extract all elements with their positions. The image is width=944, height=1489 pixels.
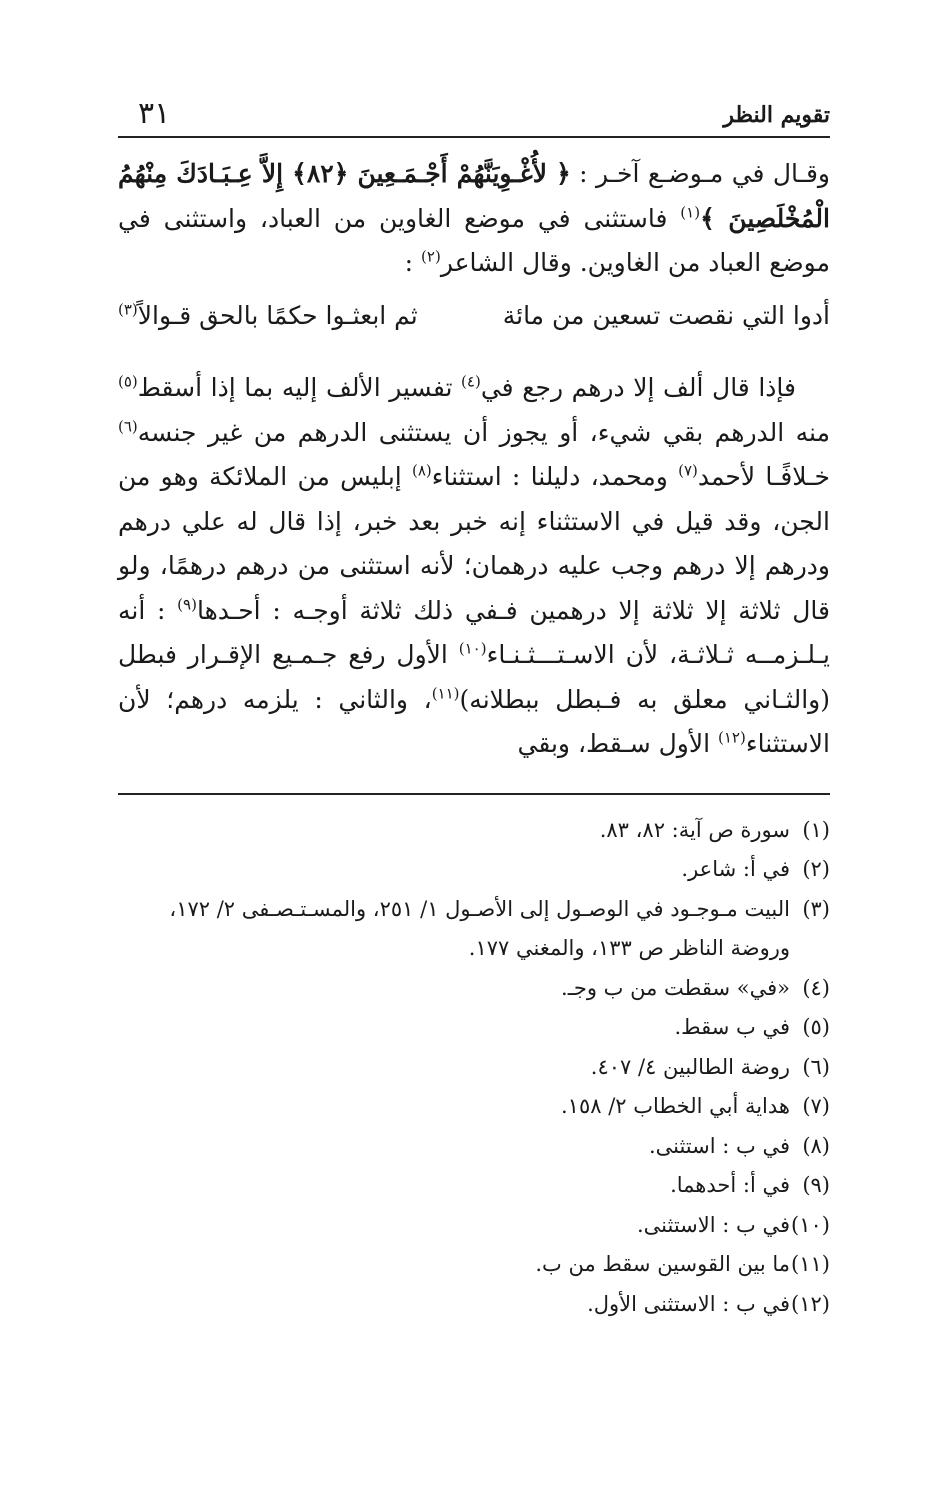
footnote-item	[118, 1048, 830, 1088]
footnote-item	[118, 1206, 830, 1246]
p2-e: ومحمد، دليلنا : استثناء	[431, 462, 679, 491]
footnote-ref-9: (٩)	[177, 595, 197, 614]
footnote-item	[118, 1245, 830, 1285]
footnote-ref-3: (٣)	[118, 300, 138, 319]
footnote-item	[118, 1087, 830, 1127]
poem-first-hemistich: أدوا التي نقصت تسعين من مائة	[502, 300, 830, 330]
footnote-item	[118, 1166, 830, 1206]
p2-a: فإذا قال ألف إلا درهم رجع في	[480, 373, 796, 402]
poem-second-hemistich	[118, 294, 418, 339]
footnote-text: في ب سقط.	[674, 1015, 790, 1039]
footnote-item	[118, 1127, 830, 1167]
footnote-number: (٤)	[802, 975, 830, 1000]
p1-end: :	[404, 248, 422, 277]
footnote-text: في أ: شاعر.	[681, 857, 790, 881]
footnote-text: في ب : الاستثنى.	[636, 1212, 790, 1237]
running-head	[118, 92, 830, 138]
paragraph-2	[118, 366, 830, 767]
footnote-text: في أ: أحدهما.	[670, 1173, 790, 1197]
footnote-divider	[118, 793, 830, 795]
main-text	[118, 152, 830, 767]
footnote-ref-2: (٢)	[421, 247, 441, 266]
footnote-item	[118, 1008, 830, 1048]
p1-intro: وقـال في مـوضـع آخـر :	[570, 159, 830, 188]
p2-c: منه الدرهم بقي شيء، أو يجوز أن يستثنى الدرهم من غير جنسه	[137, 417, 830, 447]
p1-after: فاستثنى في موضع الغاوين من العباد، واستثنى في موضع العباد من الغاوين. وقال الشاعر	[118, 203, 830, 277]
p2-g: : أنه يـلـزمــه ثـلاثـة، لأن الاسـتـــثـنـاء	[118, 595, 830, 669]
p2-b: تفسير الألف إليه بما إذا أسقط	[137, 373, 462, 402]
quran-verse: ﴿ لأُغْـوِيَنَّهُمْ أَجْـمَـعِينَ ﴿٨٢﴾ إِلاَّ عِـبَـادَكَ مِنْهُمُ الْمُخْلَصِينَ ﴾	[118, 159, 830, 233]
footnote-text: ما بين القوسين سقط من ب.	[535, 1252, 790, 1276]
running-title: تقويم النظر	[723, 102, 830, 128]
p2-d: خـلافًـا لأحمد	[697, 462, 830, 491]
footnote-text: سورة ص آية: ٨٢، ٨٣.	[599, 817, 790, 842]
footnote-ref-7: (٧)	[678, 461, 698, 480]
page-number: ٣١	[138, 96, 171, 131]
footnote-item	[118, 850, 830, 890]
footnote-ref-1: (١)	[680, 203, 701, 222]
footnote-number: (٣)	[802, 896, 830, 921]
footnote-number: (٢)	[802, 857, 830, 881]
book-page	[118, 92, 830, 1324]
footnote-item	[118, 890, 830, 969]
footnote-number: (٥)	[802, 1015, 830, 1039]
footnote-ref-11: (١١)	[431, 684, 460, 703]
footnotes	[118, 811, 830, 1325]
footnote-text: في ب : الاستثنى الأول.	[587, 1291, 790, 1316]
p2-h: الأول رفع جـمـيع الإقـرار فبطل (والثـاني معلق به فـبطل ببطلانه)	[118, 640, 830, 714]
footnote-text: في ب : استثنى.	[648, 1133, 790, 1158]
footnote-item	[118, 1285, 830, 1325]
footnote-item	[118, 811, 830, 851]
p2-i: ، والثاني : يلزمه درهم؛ لأن الاستثناء	[118, 684, 830, 758]
footnote-number: (٦)	[802, 1054, 830, 1079]
footnote-item	[118, 969, 830, 1009]
p2-j: الأول سـقط، وبقي	[517, 729, 718, 758]
footnote-text: البيت مـوجـود في الوصـول إلى الأصـول ١/ ٢٥١، والمسـتـصـفى ٢/ ١٧٢، وروضة الناظر ص ١٣٣، والمغني ١٧٧.	[169, 896, 790, 960]
footnote-text: روضة الطالبين ٤/ ٤٠٧.	[590, 1054, 790, 1079]
footnote-number: (٨)	[802, 1133, 830, 1158]
footnote-number: (١)	[802, 817, 830, 842]
footnote-ref-10: (١٠)	[458, 639, 487, 658]
paragraph-1	[118, 152, 830, 286]
footnote-number: (١٢)	[791, 1291, 830, 1316]
footnote-number: (١٠)	[791, 1212, 830, 1237]
footnote-ref-5: (٥)	[118, 372, 138, 391]
footnote-ref-4: (٤)	[461, 372, 481, 391]
poem-verse	[118, 294, 830, 339]
footnote-text: هداية أبي الخطاب ٢/ ١٥٨.	[560, 1094, 790, 1118]
p2-f: إبليس من الملائكة وهو من الجن، وقد قيل في الاستثناء إنه خبر بعد خبر، إذا قال له علي درهم ودرهم إلا درهم وجب عليه درهمان؛ لأنه استثنى من درهم درهمًا، ولو قال ثلاثة إلا ثلاثة إلا درهمين فـفي ذلك ثلاثة أوجـه : أحـدها	[118, 462, 830, 625]
poem-second-text: ثم ابعثـوا حكمًا بالحق قـوالاً	[137, 300, 418, 330]
footnote-text: «في» سقطت من ب وجـ.	[561, 975, 790, 1000]
footnote-number: (١١)	[791, 1252, 830, 1276]
footnote-ref-6: (٦)	[118, 417, 138, 436]
footnote-ref-8: (٨)	[411, 461, 432, 480]
footnote-number: (٩)	[802, 1173, 830, 1197]
footnote-ref-12: (١٢)	[718, 728, 746, 747]
footnote-number: (٧)	[802, 1094, 830, 1118]
